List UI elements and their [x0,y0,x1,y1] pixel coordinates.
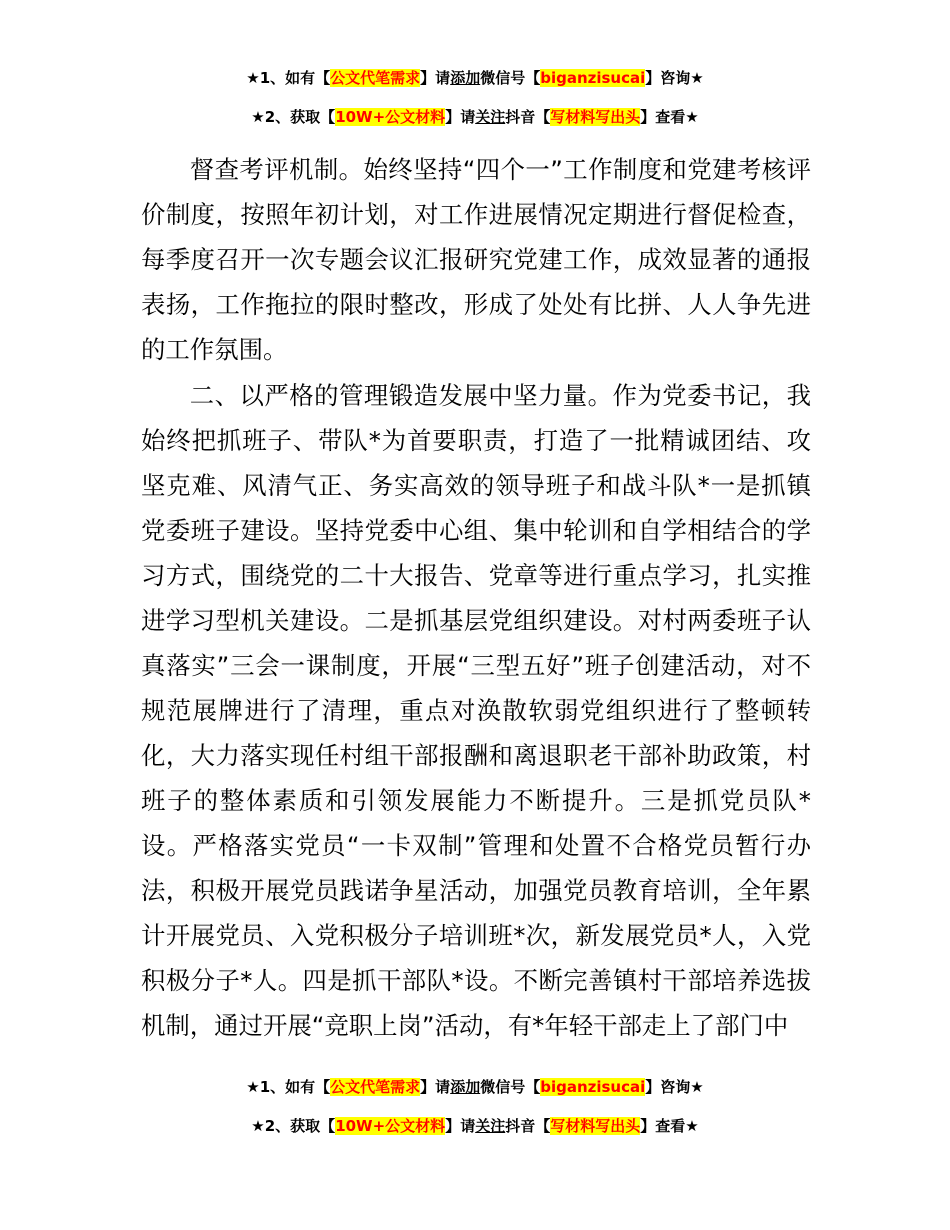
promo-text: 】请 [420,69,451,87]
promo-highlight: 公文代笔需求 [330,69,421,87]
promo-wechat-id: biganzisucai [540,69,646,87]
promo-line-douyin-top [0,106,950,128]
promo-text: ★1、如有【 [246,1078,331,1096]
document-body-part-1 [141,147,811,372]
promo-text: ★1、如有【 [246,69,331,87]
paragraph: 督查考评机制。始终坚持“四个一”工作制度和党建考核评价制度，按照年初计划，对工作进展情况定期进行督促检查，每季度召开一次专题会议汇报研究党建工作，成效显著的通报表扬，工作拖拉的限时整改，形成了处处有比拼、人人争先进的工作氛围。 [141,155,811,364]
promo-highlight: 10W+公文材料 [335,1117,446,1135]
promo-text: 】请 [420,1078,451,1096]
promo-underline: 添加 [450,1078,481,1096]
promo-text: ★2、获取【 [251,1117,336,1135]
promo-text: 】咨询★ [645,1078,704,1096]
document-body-part-2 [141,373,811,1048]
promo-underline: 关注 [475,108,506,126]
promo-text: 抖音【 [505,1117,551,1135]
promo-line-wechat-bottom [0,1076,950,1098]
promo-highlight: 10W+公文材料 [335,108,446,126]
promo-underline: 添加 [450,69,481,87]
promo-text: 】查看★ [640,108,699,126]
promo-text: 】查看★ [640,1117,699,1135]
promo-wechat-id: biganzisucai [540,1078,646,1096]
promo-douyin-id: 写材料写出头 [550,1117,641,1135]
promo-line-douyin-bottom [0,1115,950,1137]
promo-text: ★2、获取【 [251,108,336,126]
promo-highlight: 公文代笔需求 [330,1078,421,1096]
promo-text: 微信号【 [480,69,541,87]
promo-douyin-id: 写材料写出头 [550,108,641,126]
promo-text: 微信号【 [480,1078,541,1096]
promo-text: 抖音【 [505,108,551,126]
paragraph: 二、以严格的管理锻造发展中坚力量。作为党委书记，我始终把抓班子、带队*为首要职责，打造了一批精诚团结、攻坚克难、风清气正、务实高效的领导班子和战斗队*一是抓镇党委班子建设。坚持党委中心组、集中轮训和自学相结合的学习方式，围绕党的二十大报告、党章等进行重点学习，扎实推进学习型机关建设。二是抓基层党组织建设。对村两委班子认真落实”三会一课制度，开展“三型五好”班子创建活动，对不规范展牌进行了清理，重点对涣散软弱党组织进行了整顿转化，大力落实现任村组干部报酬和离退职老干部补助政策，村班子的整体素质和引领发展能力不断提升。三是抓党员队*设。严格落实党员“一卡双制”管理和处置不合格党员暂行办法，积极开展党员践诺争星活动，加强党员教育培训，全年累计开展党员、入党积极分子培训班*次，新发展党员*人，入党积极分子*人。四是抓干部队*设。不断完善镇村干部培养选拔机制，通过开展“竞职上岗”活动，有*年轻干部走上了部门中 [141,381,811,1040]
promo-line-wechat-top [0,67,950,89]
promo-text: 】咨询★ [645,69,704,87]
promo-underline: 关注 [475,1117,506,1135]
promo-text: 】请 [445,1117,476,1135]
promo-text: 】请 [445,108,476,126]
